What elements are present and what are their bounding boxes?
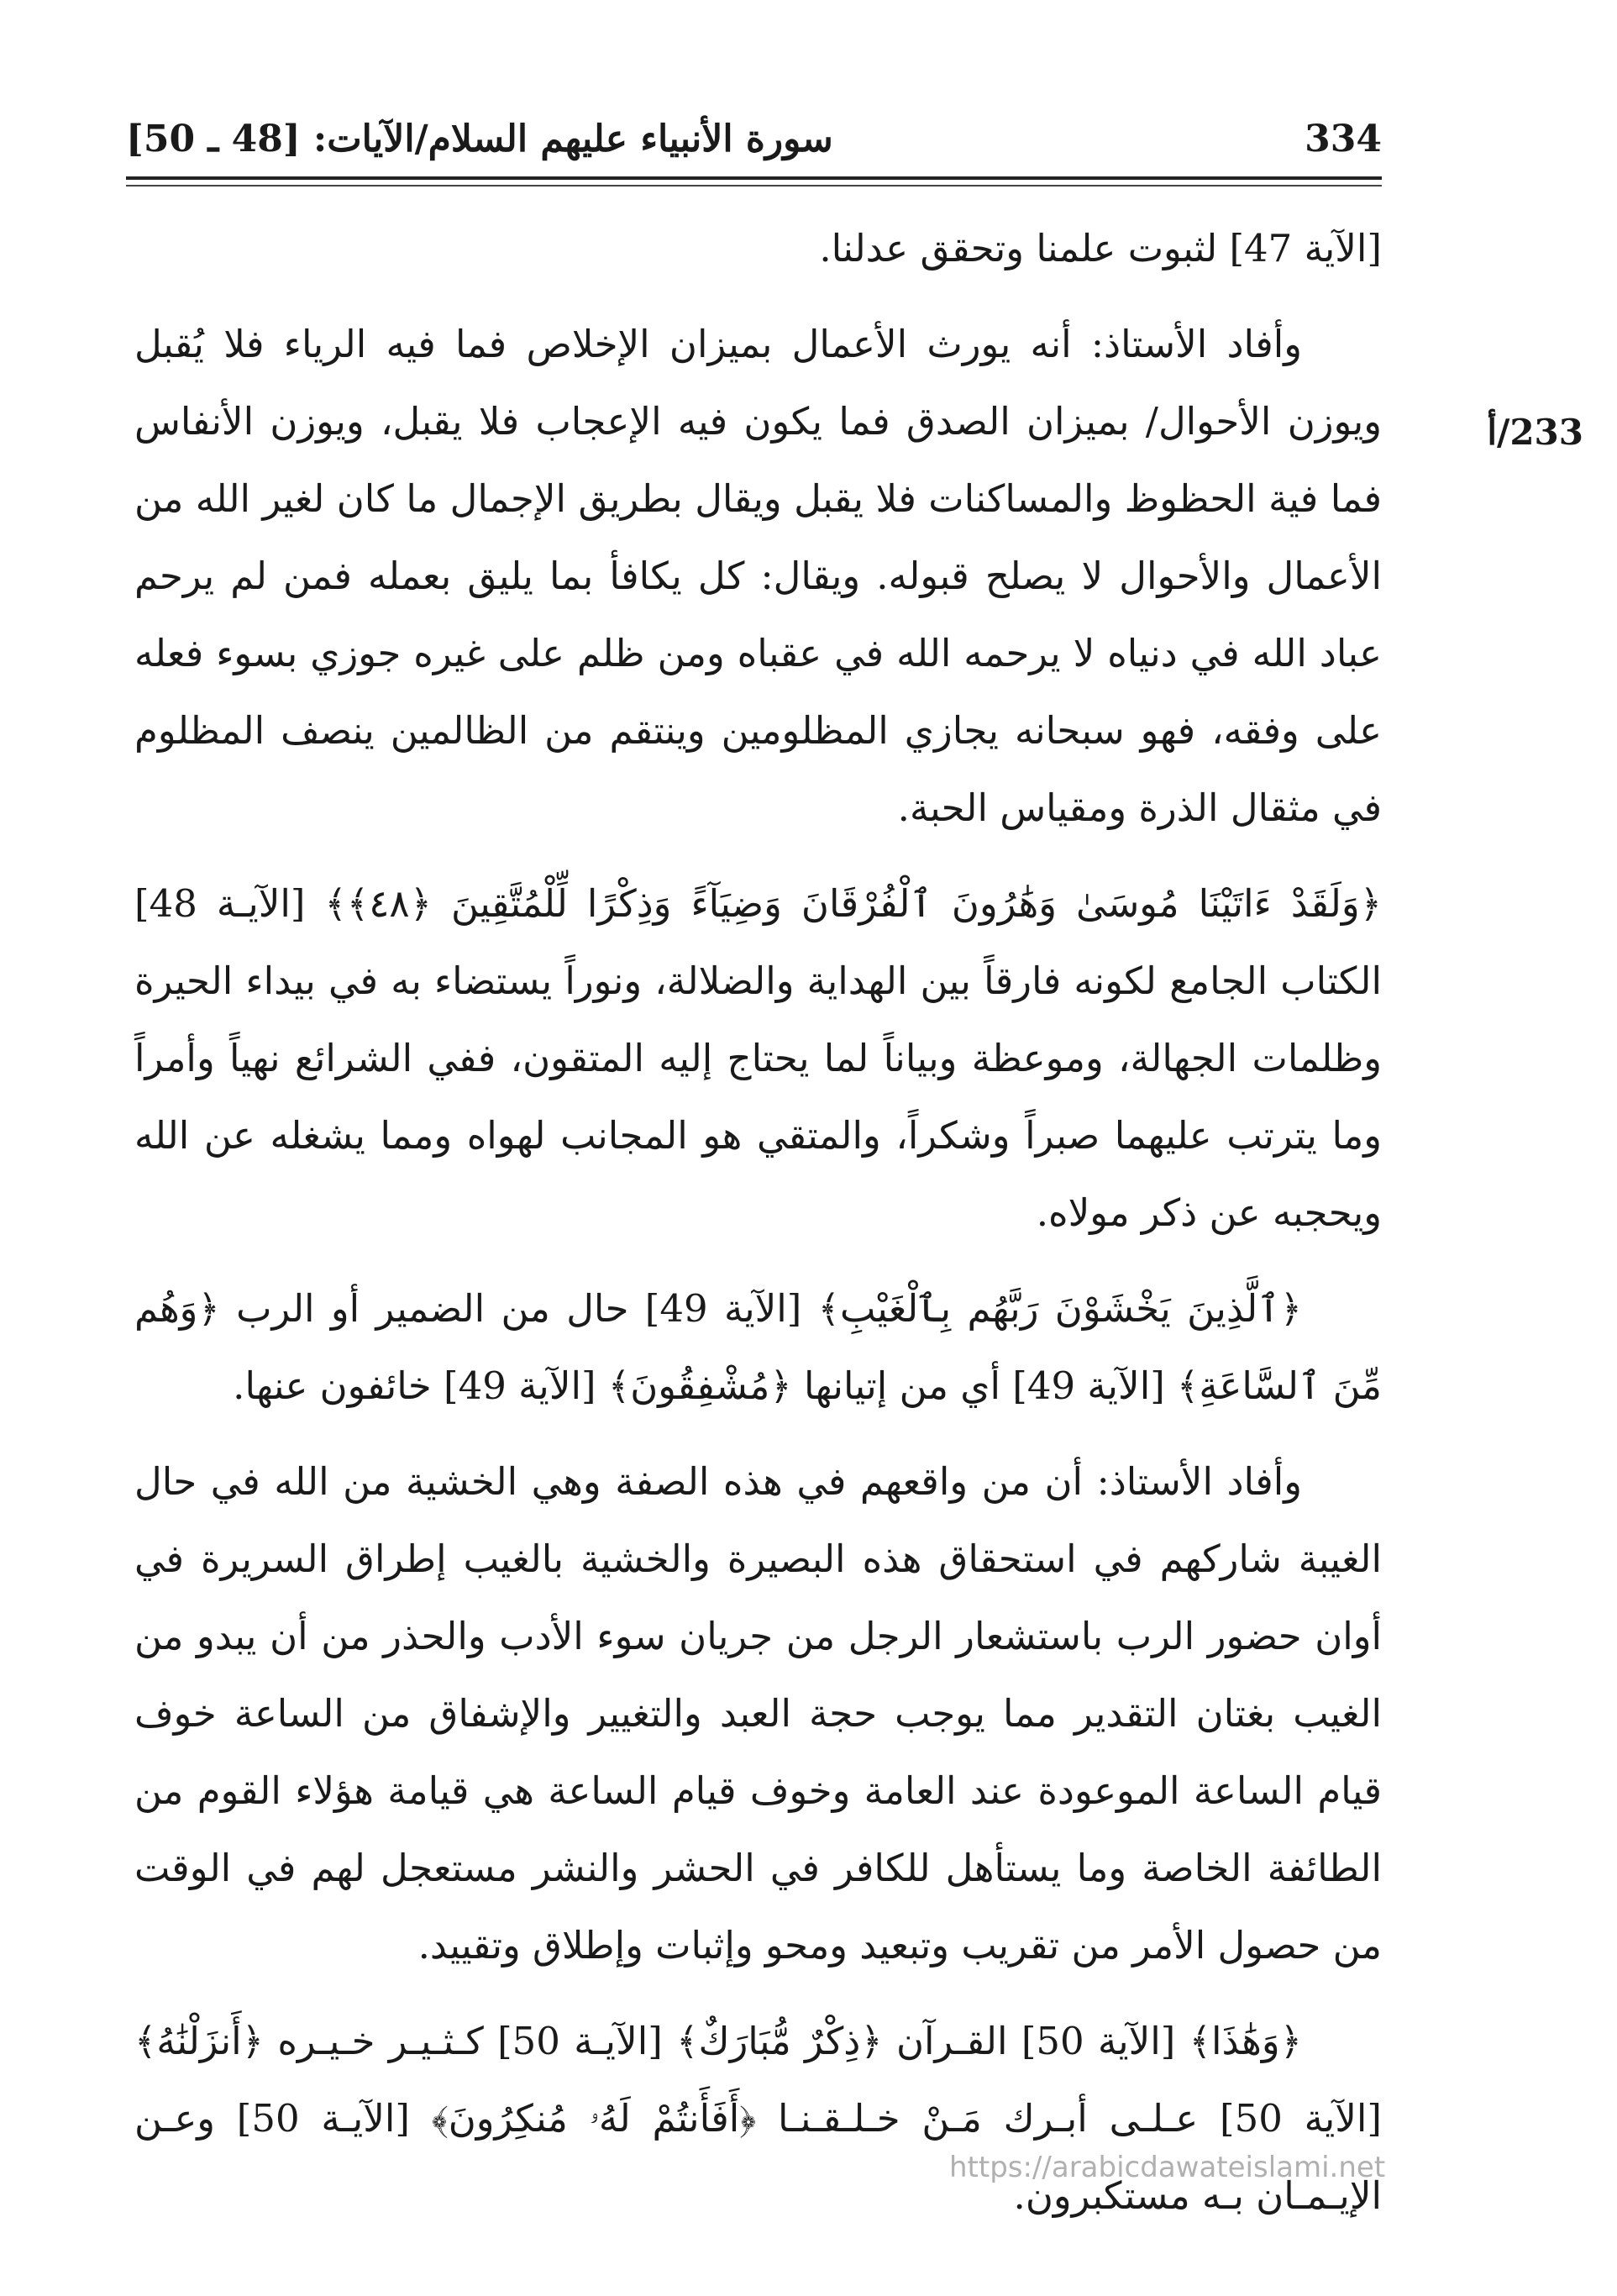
paragraph-2: وأفاد الأستاذ: أنه يورث الأعمال بميزان الإخلاص فما فيه الرياء فلا يُقبل ويوزن الأحوال/ بميزان الصدق فما يكون فيه الإعجاب فلا يقبل، ويوزن الأنفاس فما فية الحظوظ والمساكنات فلا يقبل ويقال بطريق الإجمال ما كان لغير الله من الأعمال والأحوال لا يصلح قبوله. ويقال: كل يكافأ بما يليق بعمله فمن لم يرحم عباد الله في دنياه لا يرحمه الله في عقباه ومن ظلم على غيره جوزي بسوء فعله على وفقه، فهو سبحانه يجازي المظلومين وينتقم من الظالمين ينصف المظلوم في مثقال الذرة ومقياس الحبة. bbox=[134, 322, 1382, 830]
header-rule-thick bbox=[126, 176, 1382, 180]
page-number: 334 bbox=[1305, 118, 1382, 160]
paragraph-5: وأفاد الأستاذ: أن من واقعهم في هذه الصفة وهي الخشية من الله في حال الغيبة شاركهم في استحقاق هذه البصيرة والخشية بالغيب إطراق السريرة في أوان حضور الرب باستشعار الرجل من جريان سوء الأدب والحذر من أن يبدو من الغيب بغتان التقدير مما يوجب حجة العبد والتغيير والإشفاق من الساعة خوف قيام الساعة الموعودة عند العامة وخوف قيام الساعة هي قيامة هؤلاء القوم من الطائفة الخاصة وما يستأهل للكافر في الحشر والنشر مستعجل لهم في الوقت من حصول الأمر من تقريب وتبعيد ومحو وإثبات وإطلاق وتقييد. bbox=[134, 1459, 1382, 1968]
watermark-url: https://arabicdawateislami.net bbox=[949, 2151, 1386, 2184]
paragraph-4: ﴿ٱلَّذِينَ يَخْشَوْنَ رَبَّهُم بِٱلْغَيْبِ﴾ [الآية 49] حال من الضمير أو الرب ﴿وَهُم مِّنَ ٱلسَّاعَةِ﴾ [الآية 49] أي من إتيانها ﴿مُشْفِقُونَ﴾ [الآية 49] خائفون عنها. bbox=[134, 1286, 1382, 1408]
page-header bbox=[126, 118, 1382, 176]
header-rule-thin bbox=[126, 185, 1382, 187]
paragraph-6: ﴿وَهَٰذَا﴾ [الآية 50] القـرآن ﴿ذِكْرٌ مُّبَارَكٌ﴾ [الآيـة 50] كـثـيـر خـيـره ﴿أَنزَلْنَٰهُ﴾ [الآية 50] عـلـى أبـرك مَـنْ خـلـقـنـا ﴿أَفَأَنتُمْ لَهُۥ مُنكِرُونَ﴾ [الآيـة 50] وعـن الإيـمـان بـه مستكبرون. bbox=[134, 2019, 1382, 2218]
running-title: سورة الأنبياء عليهم السلام/الآيات: [48 ـ 50] bbox=[126, 118, 833, 160]
page-body bbox=[134, 210, 1382, 2253]
paragraph-3: ﴿وَلَقَدْ ءَاتَيْنَا مُوسَىٰ وَهَٰرُونَ ٱلْفُرْقَانَ وَضِيَآءً وَذِكْرًا لِّلْمُتَّقِينَ ﴿٤٨﴾﴾ [الآيـة 48] الكتاب الجامع لكونه فارقاً بين الهداية والضلالة، ونوراً يستضاء به في بيداء الحيرة وظلمات الجهالة، وموعظة وبياناً لما يحتاج إليه المتقون، ففي الشرائع نهياً وأمراً وما يترتب عليهما صبراً وشكراً، والمتقي هو المجانب لهواه ومما يشغله عن الله ويحجبه عن ذكر مولاه. bbox=[134, 881, 1382, 1235]
margin-folio-note: 233/أ bbox=[1487, 412, 1583, 453]
paragraph-1: [الآية 47] لثبوت علمنا وتحقق عدلنا. bbox=[819, 226, 1382, 271]
